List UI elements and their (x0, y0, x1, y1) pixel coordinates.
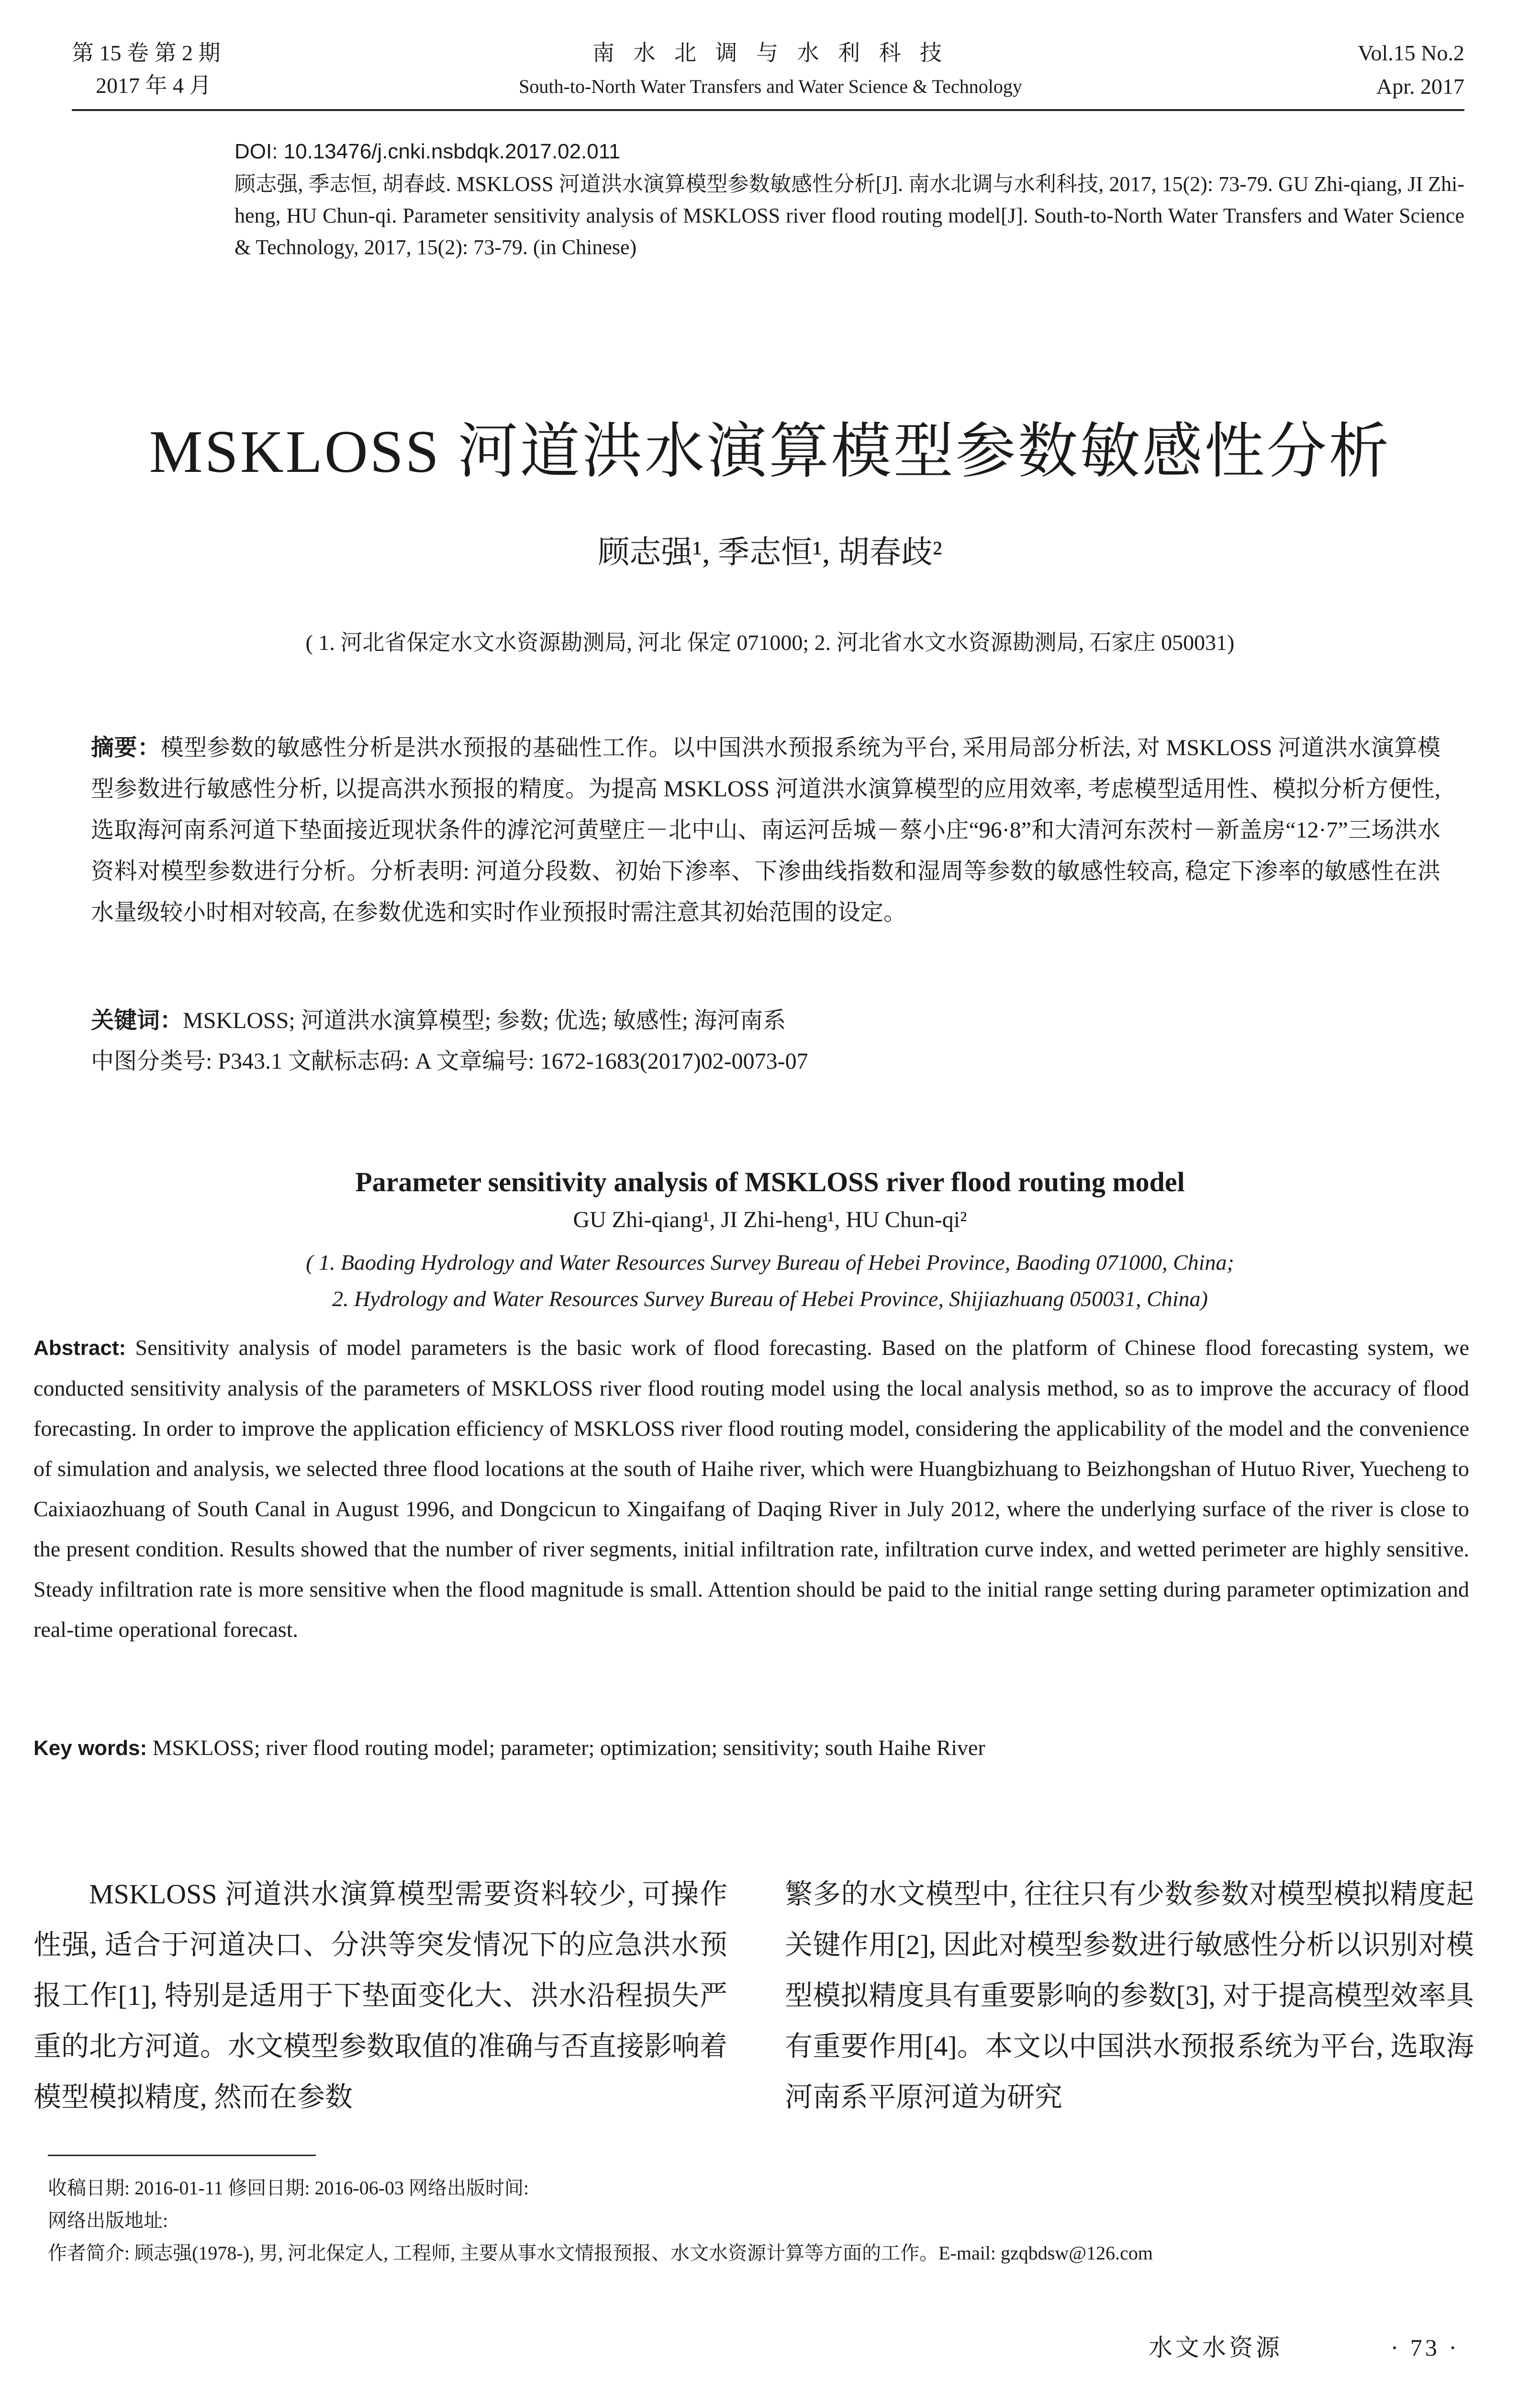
affiliation-cn: ( 1. 河北省保定水文水资源勘测局, 河北 保定 071000; 2. 河北省水文水资源勘测局, 石家庄 050031) (305, 630, 1235, 655)
abstract-en (33, 1328, 1469, 1650)
abstract-en-text: Sensitivity analysis of model parameters is the basic work of flood forecasting. Based on the platform of Chinese flood forecasting system, we conducted sensitivity analysis of the parameters of MSKLOSS river flood routing model using the local analysis method, so as to improve the accuracy of flood forecasting. In order to improve the application efficiency of MSKLOSS river flood routing model, considering the applicability of the model and the convenience of simulation and analysis, we selected three flood locations at the south of Haihe river, which were Huangbizhuang to Beizhongshan of Hutuo River, Yuecheng to Caixiaozhuang of South Canal in August 1996, and Dongcicun to Xingaifang of Daqing River in July 2012, where the underlying surface of the river is close to the present condition. Results showed that the number of river segments, initial infiltration rate, infiltration curve index, and wetted perimeter are highly sensitive. Steady infiltration rate is more sensitive when the flood magnitude is small. Attention should be paid to the initial range setting during parameter optimization and real-time operational forecast. (33, 1335, 1470, 1642)
affiliation-en-2: 2. Hydrology and Water Resources Survey Bureau of Hebei Province, Shijiazhuang 050031, China) (332, 1286, 1208, 1311)
abstract-cn (91, 727, 1440, 933)
header-volume: 第 15 卷 第 2 期 (72, 41, 221, 65)
header-journal-cn: 南 水 北 调 与 水 利 科 技 (592, 41, 949, 65)
affiliation-en-1: ( 1. Baoding Hydrology and Water Resources Survey Bureau of Hebei Province, Baoding 071000, China; (306, 1250, 1234, 1275)
abstract-cn-label: 摘要： (91, 735, 161, 760)
header-journal-en: South-to-North Water Transfers and Water Science & Technology (519, 76, 1022, 97)
keywords-en-text: MSKLOSS; river flood routing model; parameter; optimization; sensitivity; south Haihe River (152, 1735, 985, 1760)
keywords-cn-label: 关键词： (91, 1008, 183, 1033)
authors-cn: 顾志强¹, 季志恒¹, 胡春歧² (598, 535, 942, 570)
abstract-cn-text: 模型参数的敏感性分析是洪水预报的基础性工作。以中国洪水预报系统为平台, 采用局部分析法, 对 MSKLOSS 河道洪水演算模型参数进行敏感性分析, 以提高洪水预报的精度。为提高 MSKLOSS 河道洪水演算模型的应用效率, 考虑模型适用性、模拟分析方便性, 选取海河南系河道下垫面接近现状条件的滹沱河黄壁庄－北中山、南运河岳城－蔡小庄“96·8”和大清河东茨村－新盖房“12·7”三场洪水资料对模型参数进行分析。分析表明: 河道分段数、初始下渗率、下渗曲线指数和湿周等参数的敏感性较高, 稳定下渗率的敏感性在洪水量级较小时相对较高, 在参数优选和实时作业预报时需注意其初始范围的设定。 (91, 735, 1440, 925)
keywords-cn-text: MSKLOSS; 河道洪水演算模型; 参数; 优选; 敏感性; 海河南系 (183, 1008, 786, 1033)
citation: 顾志强, 季志恒, 胡春歧. MSKLOSS 河道洪水演算模型参数敏感性分析[J]. 南水北调与水利科技, 2017, 15(2): 73-79. GU Zhi-qiang, JI Zhi-heng, HU Chun-qi. Parameter sensitivity analysis of MSKLOSS river flood routing model[J]. South-to-North Water Transfers and Water Science & Technology, 2017, 15(2): 73-79. (in Chinese) (234, 172, 1464, 259)
keywords-en-label: Key words: (33, 1736, 147, 1760)
classification-cn: 中图分类号: P343.1 文献标志码: A 文章编号: 1672-1683(2017)02-0073-07 (91, 1049, 808, 1074)
authors-en: GU Zhi-qiang¹, JI Zhi-heng¹, HU Chun-qi² (573, 1207, 967, 1232)
body-column-left: MSKLOSS 河道洪水演算模型需要资料较少, 可操作性强, 适合于河道决口、分洪等突发情况下的应急洪水预报工作[1], 特别是适用于下垫面变化大、洪水沿程损失严重的北方河道。水文模型参数取值的准确与否直接影响着模型模拟精度, 然而在参数 (33, 1879, 728, 2113)
header-month-year: Apr. 2017 (1376, 74, 1464, 99)
footnote-online-address: 网络出版地址: (48, 2210, 168, 2231)
footer-section-label: 水文水资源 (1149, 2334, 1283, 2361)
footnote-received: 收稿日期: 2016-01-11 修回日期: 2016-06-03 网络出版时间: (48, 2177, 529, 2199)
header-rule (72, 109, 1464, 111)
keywords-en (33, 1728, 1469, 1768)
body-column-right: 繁多的水文模型中, 往往只有少数参数对模型模拟精度起关键作用[2], 因此对模型参数进行敏感性分析以识别对模型模拟精度具有重要影响的参数[3], 对于提高模型效率具有重要作用[4]。本文以中国洪水预报系统为平台, 选取海河南系平原河道为研究 (785, 1879, 1474, 2113)
paper-title-cn: MSKLOSS 河道洪水演算模型参数敏感性分析 (149, 419, 1391, 485)
keywords-cn (91, 1000, 1440, 1041)
header-date: 2017 年 4 月 (96, 73, 212, 98)
doi: DOI: 10.13476/j.cnki.nsbdqk.2017.02.011 (234, 140, 621, 163)
header-vol-no: Vol.15 No.2 (1358, 41, 1464, 65)
abstract-en-label: Abstract: (33, 1336, 126, 1360)
footnote-rule (48, 2155, 316, 2156)
page-number: · 73 · (1390, 2334, 1460, 2361)
footnote-author-bio: 作者简介: 顾志强(1978-), 男, 河北保定人, 工程师, 主要从事水文情报预报、水文水资源计算等方面的工作。E-mail: gzqbdsw@126.com (48, 2242, 1153, 2264)
paper-title-en: Parameter sensitivity analysis of MSKLOSS river flood routing model (355, 1166, 1185, 1197)
